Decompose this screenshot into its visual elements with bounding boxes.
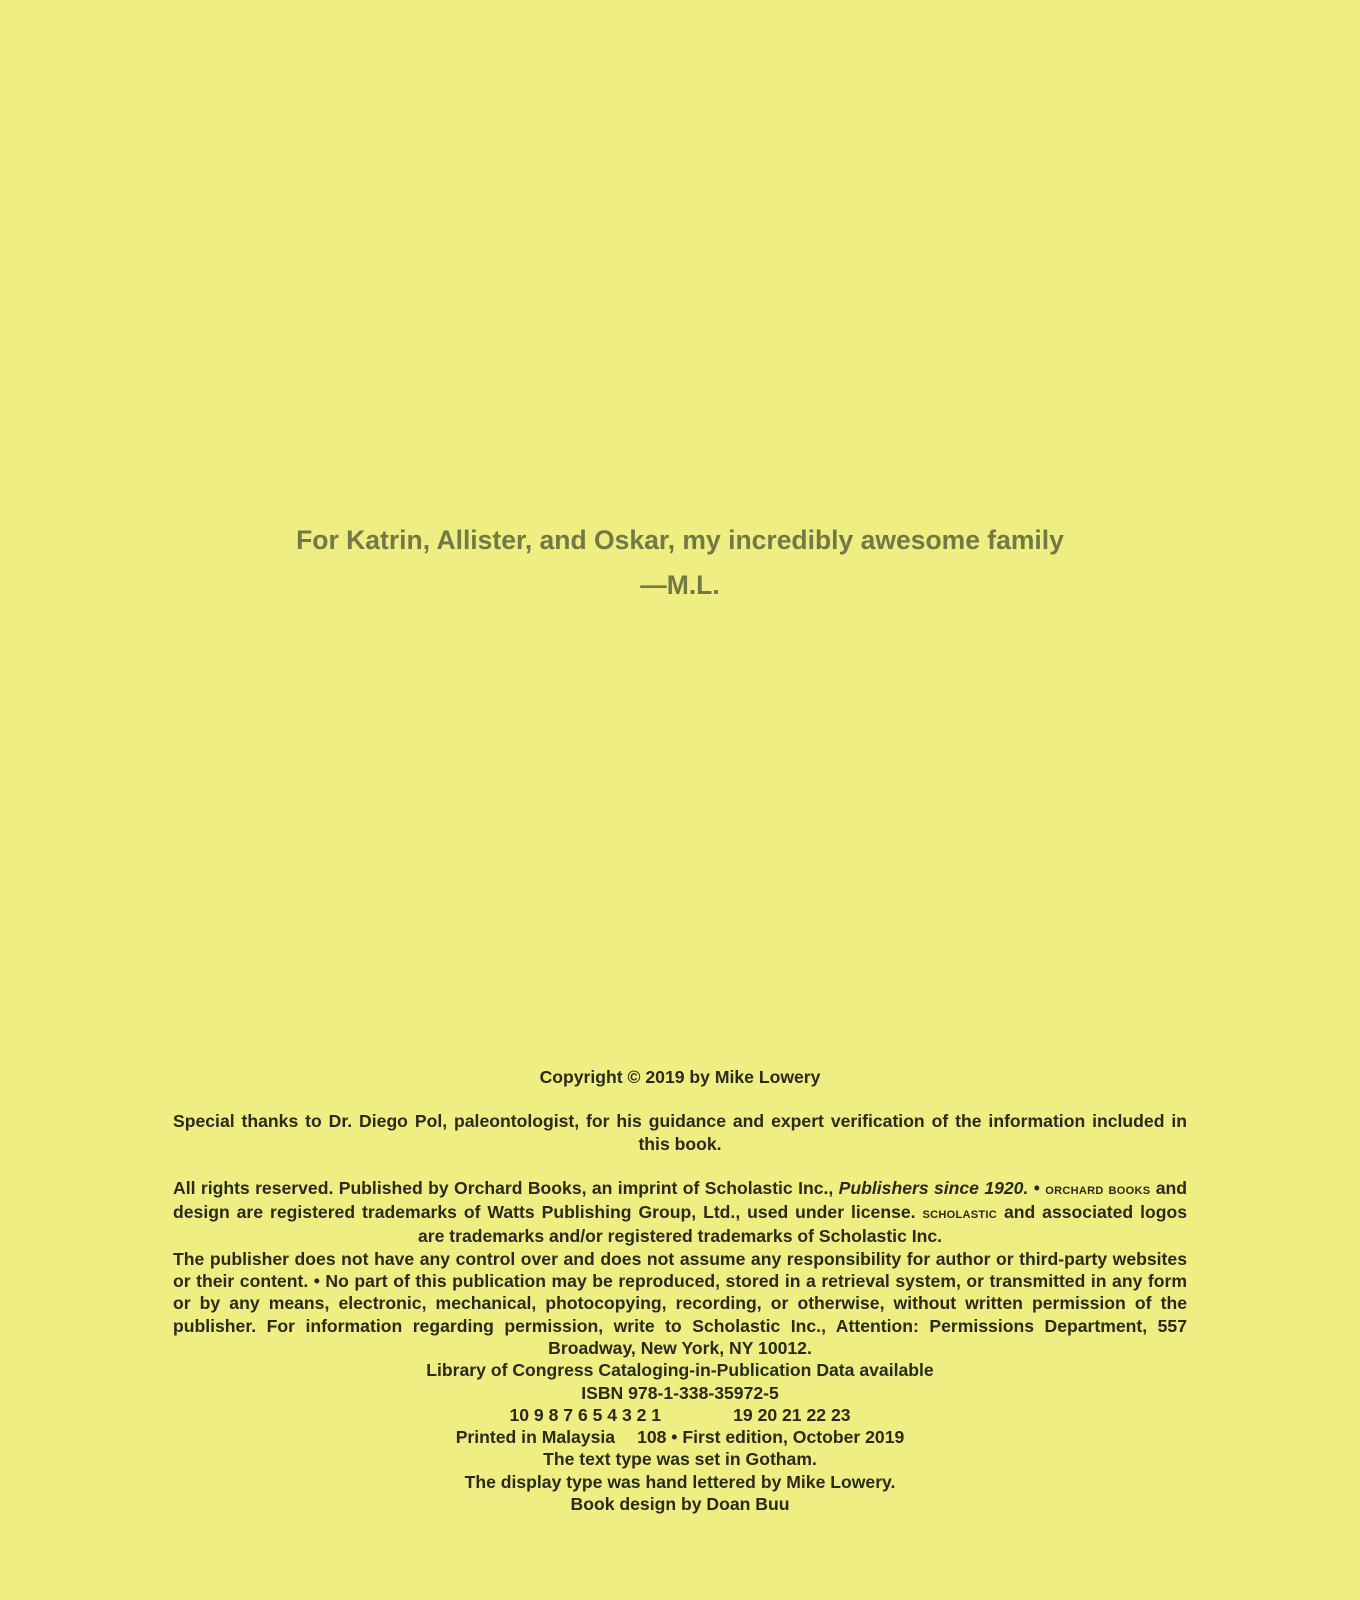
dedication-signature: —M.L. [640,570,720,600]
rights-text-2: • [1028,1177,1046,1198]
orchard-books-mark: orchard books [1045,1180,1151,1198]
printed-line [173,1426,1187,1448]
isbn: ISBN 978-1-338-35972-5 [581,1382,779,1403]
disclaimer: The publisher does not have any control over and does not assume any responsibility for author or third-party websites or their content. • No part of this publication may be reproduced, stored in a retrieval system, or transmitted in any form or by any means, electronic, mechanical, photocopying, recording, or otherwise, without written permission of the publisher. For information regarding permission, write to Scholastic Inc., Attention: Permissions Department, 557 Broadway, New York, NY 10012. [173,1248,1187,1358]
print-numbers: 10 9 8 7 6 5 4 3 2 1 [509,1404,662,1425]
edition: 108 • First edition, October 2019 [637,1427,905,1448]
rights-text-3: and design are registered trademarks of Watts Publishing Group, Ltd., used under license. [173,1177,1188,1223]
special-thanks: Special thanks to Dr. Diego Pol, paleontologist, for his guidance and expert verification of the information included in this book. [173,1111,1187,1154]
printing-line [173,1404,1187,1426]
copyright-notice: Copyright © 2019 by Mike Lowery [539,1067,821,1087]
copyright-block [173,1066,1187,1515]
dedication-line: For Katrin, Allister, and Oskar, my incredibly awesome family [296,525,1064,555]
printed-in: Printed in Malaysia [455,1427,616,1448]
rights-statement [173,1177,1187,1248]
rights-text-4: and associated logos are trademarks and/or registered trademarks of Scholastic Inc. [417,1202,1187,1247]
text-type: The text type was set in Gotham. [543,1449,817,1470]
dedication [0,518,1360,608]
rights-italic: Publishers since 1920. [838,1177,1029,1198]
display-type: The display type was hand lettered by Mike Lowery. [464,1471,896,1492]
cip-line: Library of Congress Cataloging-in-Publication Data available [426,1360,934,1381]
scholastic-mark: scholastic [922,1205,997,1223]
book-design: Book design by Doan Buu [570,1494,790,1515]
year-numbers: 19 20 21 22 23 [733,1404,851,1425]
rights-text-1: All rights reserved. Published by Orchard Books, an imprint of Scholastic Inc., [173,1177,839,1198]
